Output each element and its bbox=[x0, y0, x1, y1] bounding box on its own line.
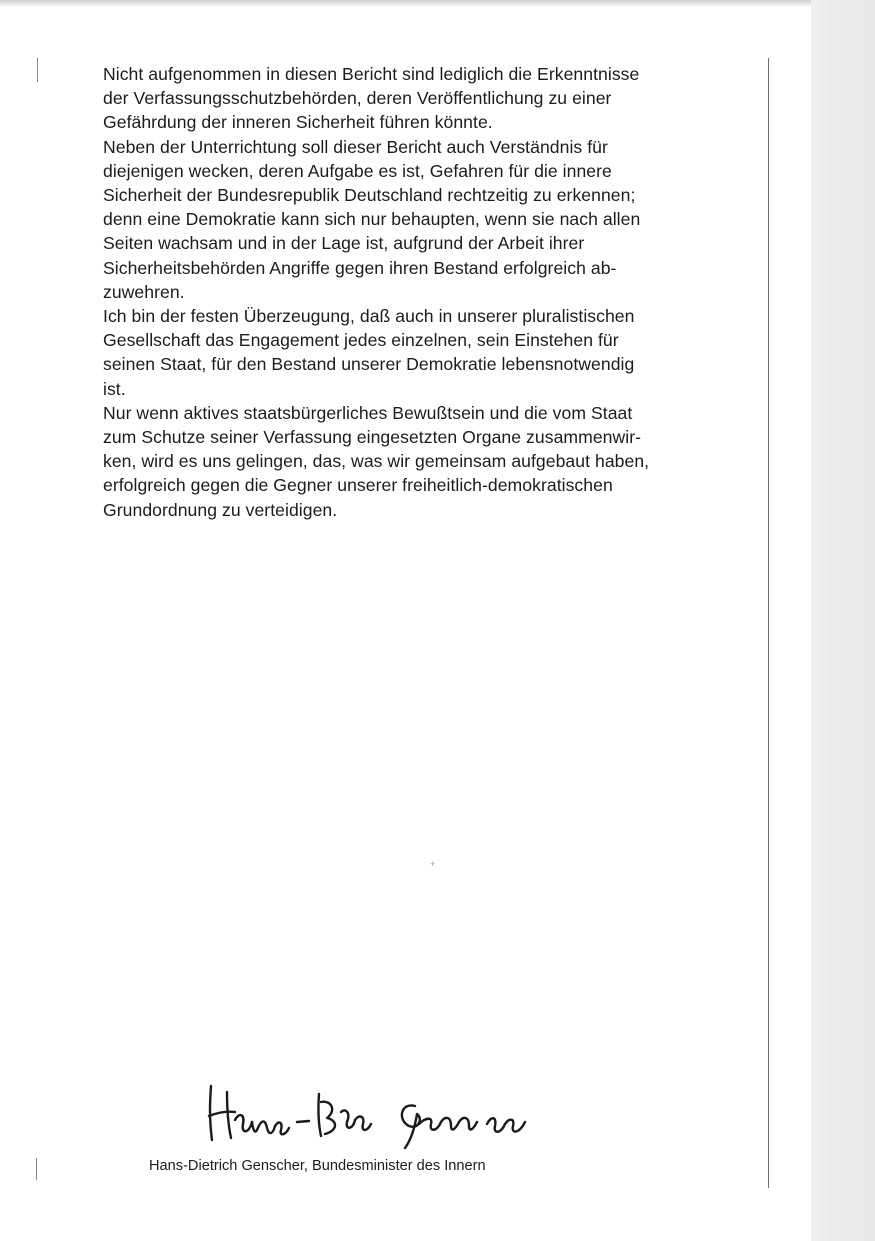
text-line: ist. bbox=[103, 378, 126, 399]
margin-rule-left-top bbox=[37, 58, 38, 82]
handwritten-signature bbox=[205, 1078, 535, 1150]
text-line: Ich bin der festen Überzeugung, daß auch in unserer pluralistischen bbox=[103, 306, 635, 327]
margin-rule-right bbox=[768, 58, 769, 1188]
text-line: Grundordnung zu verteidigen. bbox=[103, 499, 338, 520]
scan-speck: + bbox=[430, 859, 436, 869]
text-line: denn eine Demokratie kann sich nur behaupten, wenn sie nach allen bbox=[103, 209, 641, 230]
scan-page-edge bbox=[811, 0, 875, 1241]
text-line: Gefährdung der inneren Sicherheit führen könnte. bbox=[103, 112, 493, 133]
text-line: erfolgreich gegen die Gegner unserer freiheitlich-demokratischen bbox=[103, 475, 613, 496]
text-line: seinen Staat, für den Bestand unserer Demokratie lebensnotwendig bbox=[103, 354, 635, 375]
text-line: der Verfassungsschutzbehörden, deren Veröffentlichung zu einer bbox=[103, 88, 612, 109]
signature-caption: Hans-Dietrich Genscher, Bundesminister des Innern bbox=[149, 1158, 486, 1174]
body-text bbox=[103, 62, 703, 522]
text-line: Seiten wachsam und in der Lage ist, aufgrund der Arbeit ihrer bbox=[103, 233, 585, 254]
text-line: ken, wird es uns gelingen, das, was wir gemeinsam aufgebaut haben, bbox=[103, 451, 650, 472]
scan-top-shadow bbox=[0, 0, 875, 7]
text-line: Neben der Unterrichtung soll dieser Bericht auch Verständnis für bbox=[103, 136, 608, 157]
text-line: Sicherheit der Bundesrepublik Deutschland rechtzeitig zu erkennen; bbox=[103, 185, 636, 206]
text-line: Gesellschaft das Engagement jedes einzelnen, sein Einstehen für bbox=[103, 330, 619, 351]
text-line: Nur wenn aktives staatsbürgerliches Bewußtsein und die vom Staat bbox=[103, 402, 633, 423]
text-line: zum Schutze seiner Verfassung eingesetzten Organe zusammenwir- bbox=[103, 427, 642, 448]
margin-rule-left-bottom bbox=[36, 1158, 37, 1180]
text-line: Nicht aufgenommen in diesen Bericht sind lediglich die Erkenntnisse bbox=[103, 64, 640, 84]
text-line: zuwehren. bbox=[103, 281, 185, 302]
text-line: diejenigen wecken, deren Aufgabe es ist, Gefahren für die innere bbox=[103, 160, 612, 181]
text-line: Sicherheitsbehörden Angriffe gegen ihren Bestand erfolgreich ab- bbox=[103, 257, 617, 278]
